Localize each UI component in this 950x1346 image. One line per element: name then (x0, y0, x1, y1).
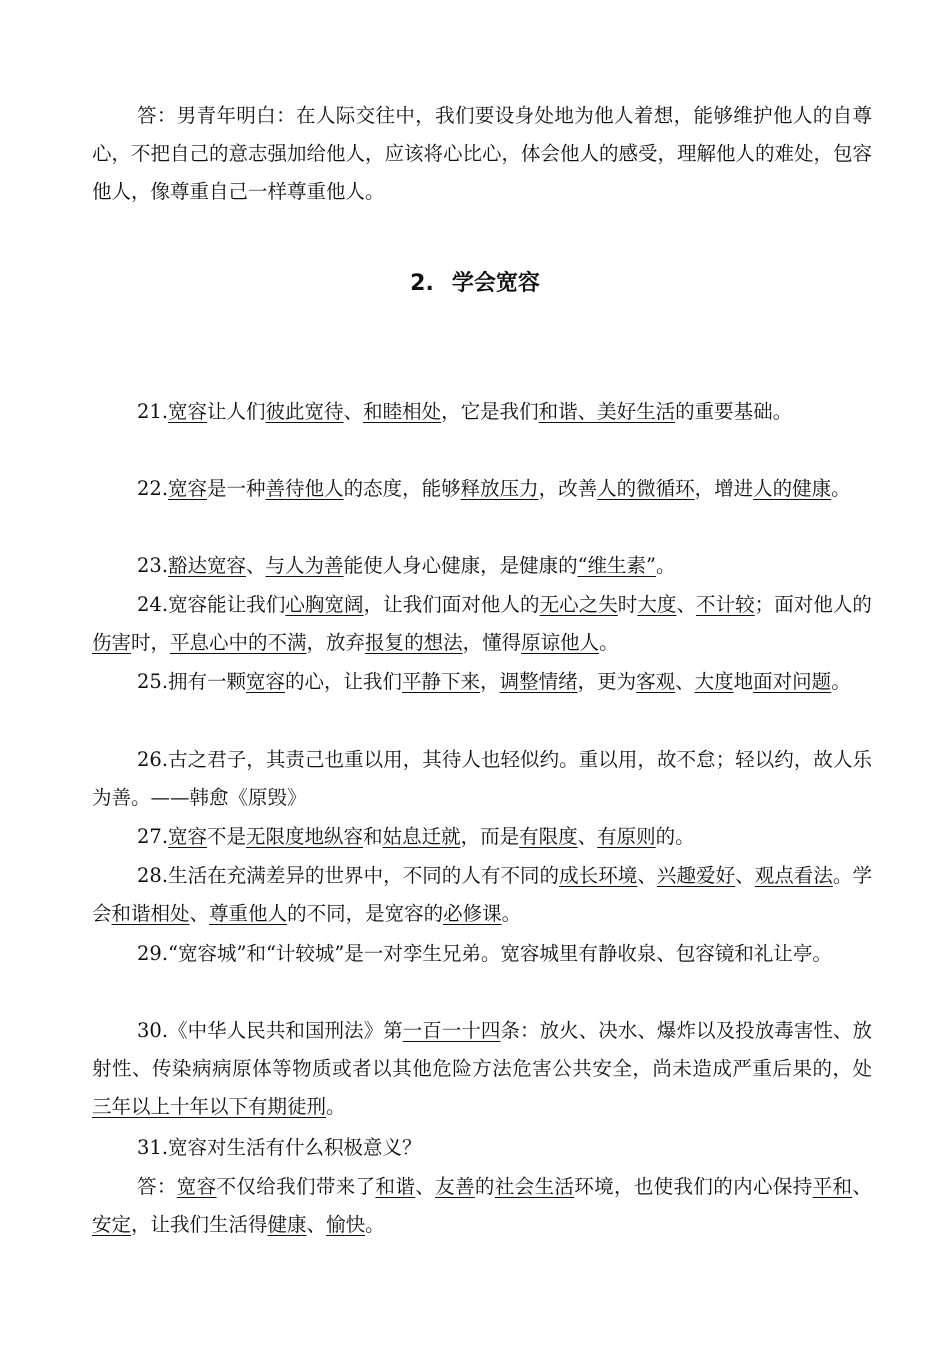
text-segment: ，放弃 (306, 631, 366, 654)
underlined-term: 平息心中的不满 (170, 631, 307, 654)
underlined-term: 和睦相处 (363, 400, 442, 423)
text-segment: 的 (474, 1175, 495, 1198)
text-segment: 。 (831, 477, 851, 500)
item-28 (92, 857, 872, 933)
text-segment: 。学会 (92, 864, 872, 925)
underlined-term: 人的健康 (753, 477, 832, 500)
text-segment: ，让我们面对他人的 (363, 593, 540, 616)
text-segment: 、 (306, 1213, 327, 1236)
text-segment: 31.宽容对生活有什么积极意义？ (137, 1136, 422, 1159)
underlined-term: 一百一十四 (402, 1019, 501, 1042)
text-segment: 答：男青年明白：在人际交往中，我们要设身处地为他人着想，能够维护他人的自尊心，不把自己的意志强加给他人，应该将心比心，体会他人的感受，理解他人的难处，包容他人，像尊重自己一样尊重他人。 (92, 104, 873, 203)
underlined-term: “维生素” (577, 554, 657, 577)
text-segment: 让人们 (207, 400, 266, 423)
text-segment: 条：放火、决水、爆炸以及投放毒害性、放射性、传染病病原体等物质或者以其他危险方法危害公共安全，尚未造成严重后果的，处 (92, 1019, 872, 1080)
underlined-term: 健康 (267, 1213, 307, 1236)
underlined-term: 与人为善 (265, 554, 344, 577)
text-segment: ，增进 (694, 477, 754, 500)
text-segment: 不是 (207, 825, 247, 848)
underlined-term: 兴趣爱好 (656, 864, 736, 887)
text-segment: 27. (137, 825, 169, 848)
underlined-term: 观点看法 (754, 864, 833, 887)
underlined-term: 大度 (637, 593, 677, 616)
underlined-term: 无限度地纵容 (246, 825, 364, 848)
underlined-term: 彼此宽待 (265, 400, 344, 423)
text-segment: 。 (501, 902, 522, 925)
underlined-term: 友善 (435, 1175, 475, 1198)
underlined-term: 无心之失 (539, 593, 618, 616)
section-heading (0, 266, 950, 297)
text-segment: 环境，也使我们的内心保持 (574, 1175, 813, 1198)
underlined-term: 不计较 (696, 593, 755, 616)
text-segment: ；面对他人的 (754, 593, 872, 616)
text-segment: ，让我们生活得 (131, 1213, 268, 1236)
underlined-term: 宽容 (168, 825, 208, 848)
underlined-term: 必修课 (443, 902, 502, 925)
underlined-term: 宽容 (168, 400, 208, 423)
text-segment: 的重要基础。 (675, 400, 793, 423)
text-segment: 和 (363, 825, 383, 848)
item-26 (92, 741, 872, 817)
underlined-term: 调整情绪 (499, 670, 578, 693)
underlined-term: 报复的想法 (365, 631, 463, 654)
text-segment: 、 (343, 400, 364, 423)
text-segment: 25.拥有一颗 (137, 670, 247, 693)
item-24 (92, 586, 872, 662)
underlined-term: 安定 (92, 1213, 132, 1236)
item-22 (92, 470, 872, 508)
underlined-term: 有限度 (519, 825, 578, 848)
underlined-term: 愉快 (326, 1213, 366, 1236)
underlined-term: 有原则 (597, 825, 656, 848)
text-segment: 30.《中华人民共和国刑法》第 (137, 1019, 403, 1042)
item-21 (92, 393, 872, 431)
item-31-answer (92, 1168, 872, 1244)
underlined-term: 和谐 (375, 1175, 416, 1198)
underlined-term: 伤害 (92, 631, 132, 654)
underlined-term: 原谅他人 (521, 631, 600, 654)
text-segment: 的态度，能够 (343, 477, 461, 500)
text-segment: ， (480, 670, 500, 693)
text-segment: 21. (137, 400, 169, 423)
text-segment: 不仅给我们带来了 (216, 1175, 376, 1198)
text-segment: 、 (415, 1175, 436, 1198)
text-segment: 28.生活在充满差异的世界中，不同的人有不同的 (137, 864, 560, 887)
text-segment: 、 (189, 902, 210, 925)
underlined-term: 尊重他人 (209, 902, 288, 925)
underlined-term: 宽容 (176, 1175, 217, 1198)
item-27 (92, 818, 872, 856)
text-segment: 地 (733, 670, 754, 693)
text-segment: 时 (617, 593, 638, 616)
text-segment: 22. (137, 477, 169, 500)
item-31-question (92, 1129, 872, 1167)
text-segment: ，而是 (460, 825, 520, 848)
underlined-term: 心胸宽阔 (285, 593, 364, 616)
text-segment: 、 (577, 825, 598, 848)
text-segment: ，改善 (538, 477, 598, 500)
item-29 (92, 935, 872, 973)
underlined-term: 释放压力 (460, 477, 539, 500)
text-segment: 26.古之君子，其责己也重以用，其待人也轻似约。重以用，故不怠；轻以约，故人乐为善。——韩愈《原毁》 (92, 748, 872, 809)
underlined-term: 姑息迁就 (382, 825, 461, 848)
underlined-term: 宽容 (168, 477, 208, 500)
underlined-term: 平和 (812, 1175, 853, 1198)
underlined-term: 善待他人 (265, 477, 344, 500)
text-segment: ，更为 (577, 670, 637, 693)
item-30 (92, 1012, 872, 1126)
text-segment: 。 (656, 554, 676, 577)
underlined-term: 豁达宽容 (168, 554, 247, 577)
text-segment: 时， (131, 631, 171, 654)
text-segment: 29.“宽容城”和“计较城”是一对孪生兄弟。宽容城里有静收泉、包容镜和礼让亭。 (137, 942, 832, 965)
underlined-term: 和谐、美好生活 (538, 400, 676, 423)
underlined-term: 宽容 (246, 670, 286, 693)
text-segment: 能使人身心健康，是健康的 (343, 554, 578, 577)
underlined-term: 大度 (694, 670, 734, 693)
text-segment: 。 (831, 670, 851, 693)
text-segment: 24.宽容能让我们 (137, 593, 286, 616)
section-title: 学会宽容 (451, 271, 540, 296)
text-segment: 、 (246, 554, 266, 577)
text-segment: ，懂得 (462, 631, 522, 654)
text-segment: 的不同，是宽容的 (287, 902, 444, 925)
text-segment: 、 (675, 670, 695, 693)
text-segment: ，它是我们 (441, 400, 539, 423)
text-segment: 23. (137, 554, 169, 577)
underlined-term: 平静下来 (402, 670, 481, 693)
underlined-term: 社会生活 (494, 1175, 575, 1198)
text-segment: 、 (852, 1175, 872, 1198)
text-segment: 是一种 (207, 477, 266, 500)
item-25 (92, 663, 872, 701)
section-number: 2. (410, 271, 434, 296)
text-segment: 的。 (655, 825, 695, 848)
text-segment: 的心，让我们 (285, 670, 403, 693)
item-23 (92, 547, 872, 585)
underlined-term: 三年以上十年以下有期徒刑 (92, 1095, 327, 1118)
text-segment: 、 (735, 864, 755, 887)
underlined-term: 面对问题 (753, 670, 832, 693)
underlined-term: 成长环境 (559, 864, 638, 887)
text-segment: 答： (137, 1175, 177, 1198)
text-segment: 。 (599, 631, 619, 654)
text-segment: 、 (676, 593, 697, 616)
underlined-term: 客观 (636, 670, 676, 693)
text-segment: 。 (326, 1095, 346, 1118)
text-segment: 、 (637, 864, 657, 887)
answer-paragraph-20 (92, 97, 872, 211)
underlined-term: 人的微循环 (597, 477, 695, 500)
underlined-term: 和谐相处 (111, 902, 190, 925)
text-segment: 。 (365, 1213, 385, 1236)
